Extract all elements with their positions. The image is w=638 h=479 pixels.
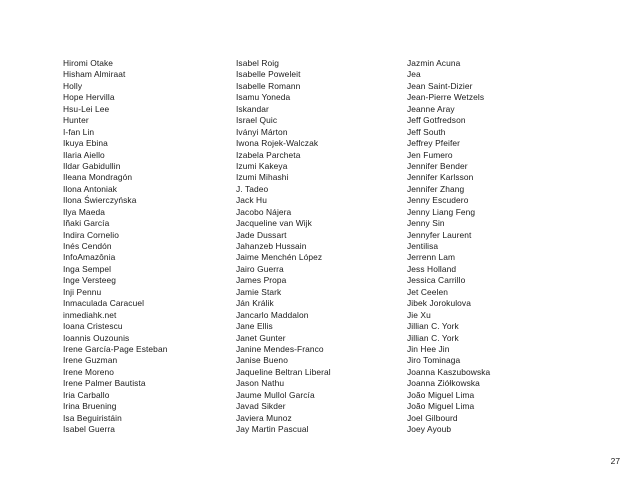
name-list-item: James Propa: [236, 275, 287, 286]
name-list-item: Janet Gunter: [236, 332, 286, 343]
name-list-item: Jentilisa: [407, 241, 439, 251]
name-list-item: Jaime Menchén López: [236, 252, 323, 263]
name-list-item: Isabelle Poweleit: [236, 69, 301, 80]
name-list-item: Jie Xu: [407, 309, 431, 320]
name-list-item: Jazmin Acuna: [407, 58, 461, 68]
name-list-item: Iria Carballo: [63, 389, 110, 400]
name-list-item: Iványi Márton: [236, 126, 288, 137]
name-list-item: Jeff Gotfredson: [407, 115, 466, 126]
name-list-item: Ilya Maeda: [63, 206, 105, 217]
name-list-item: inmediahk.net: [63, 309, 117, 320]
name-list-item: Jamie Stark: [236, 286, 282, 297]
name-list-item: Ileana Mondragón: [63, 172, 133, 183]
name-list-item: Ioana Cristescu: [63, 321, 123, 332]
name-list-item: Jessica Carrillo: [407, 275, 466, 286]
name-list-item: Inés Cendón: [63, 241, 112, 251]
name-list-item: João Miguel Lima: [407, 401, 475, 412]
name-list-item: Izumi Kakeya: [236, 160, 288, 171]
name-list-item: Jenny Liang Feng: [407, 206, 476, 217]
name-list-item: Jason Nathu: [236, 378, 285, 389]
name-list-item: Isabelle Romann: [236, 80, 301, 91]
page-number: 27: [610, 456, 620, 466]
name-list-item: Hope Hervilla: [63, 92, 115, 103]
name-list-item: Jean-Pierre Wetzels: [407, 92, 485, 103]
name-list-item: InfoAmazônia: [63, 252, 116, 263]
name-list-item: Joanna Ziółkowska: [407, 378, 480, 389]
name-list-item: Iwona Rojek-Walczak: [236, 138, 319, 149]
name-list-item: Jenny Sin: [407, 218, 445, 229]
name-list-item: Jeanne Aray: [407, 103, 455, 114]
name-list-item: Izabela Parcheta: [236, 149, 301, 160]
name-list-item: Joanna Kaszubowska: [407, 366, 491, 377]
name-list-item: Jeffrey Pfeifer: [407, 138, 461, 149]
name-list-item: Jess Holland: [407, 263, 457, 274]
name-list-item: Jairo Guerra: [236, 263, 284, 274]
name-list-item: Joey Ayoub: [407, 424, 452, 434]
name-list-item: Iñaki García: [63, 218, 110, 229]
name-list-item: Irene García-Page Esteban: [63, 343, 168, 354]
name-list-item: Inge Versteeg: [63, 275, 116, 286]
name-column-2: [236, 58, 331, 435]
name-list-item: Jennifer Karlsson: [407, 172, 474, 183]
name-list-item: Ildar Gabidullin: [63, 160, 121, 171]
name-list-item: Holly: [63, 80, 83, 91]
name-list-item: João Miguel Lima: [407, 389, 475, 400]
name-list-item: Jancarlo Maddalon: [236, 309, 309, 320]
name-list-item: Jet Ceelen: [407, 286, 449, 297]
name-list-item: Isamu Yoneda: [236, 92, 291, 103]
name-list-item: Jen Fumero: [407, 149, 453, 160]
name-list-item: Jade Dussart: [236, 229, 287, 240]
name-list-item: Jaqueline Beltran Liberal: [236, 366, 331, 377]
name-list-item: Jacobo Nájera: [236, 206, 292, 217]
name-list-item: Israel Quic: [236, 115, 278, 126]
name-list-item: Jeff South: [407, 126, 446, 137]
name-list-item: Ilona Świerczyńska: [63, 195, 137, 206]
name-list-item: Jennifer Zhang: [407, 183, 465, 194]
name-list-item: Hunter: [63, 115, 89, 126]
name-list-item: Jea: [407, 69, 421, 80]
name-list-item: Inga Sempel: [63, 263, 112, 274]
name-list-item: Joel Gilbourd: [407, 412, 458, 423]
name-list-item: Isabel Roig: [236, 58, 279, 68]
name-list-item: Ilona Antoniak: [63, 183, 118, 194]
name-list-item: Inji Pennu: [63, 286, 102, 297]
name-list-item: Isa Beguiristáin: [63, 412, 122, 423]
name-list-item: Jin Hee Jin: [407, 343, 450, 354]
name-list-item: Irina Bruening: [63, 401, 117, 412]
name-list-item: Jibek Jorokulova: [407, 298, 471, 309]
name-list-item: Jean Saint-Dizier: [407, 80, 473, 91]
name-list-item: Ioannis Ouzounis: [63, 332, 130, 343]
name-list-item: Iskandar: [236, 103, 269, 114]
name-list-item: Jaume Mullol García: [236, 389, 315, 400]
name-column-3: [407, 58, 490, 435]
name-list-item: Jiro Tominaga: [407, 355, 461, 366]
name-list-item: Jenny Escudero: [407, 195, 469, 206]
name-list-item: Jane Ellis: [236, 321, 273, 332]
name-list-item: Jack Hu: [236, 195, 267, 206]
name-list-item: Irene Palmer Bautista: [63, 378, 146, 389]
name-list-item: Ján Králik: [236, 298, 274, 309]
name-list-item: Jennyfer Laurent: [407, 229, 472, 240]
name-list-item: Inmaculada Caracuel: [63, 298, 145, 309]
name-list-item: Javiera Munoz: [236, 412, 292, 423]
name-list-item: I-fan Lin: [63, 126, 95, 137]
name-list-item: Jillian C. York: [407, 321, 459, 332]
name-list-item: Jillian C. York: [407, 332, 459, 343]
name-list-item: Jay Martin Pascual: [236, 424, 309, 434]
name-list-item: Jahanzeb Hussain: [236, 241, 307, 251]
name-list-item: Javad Sikder: [236, 401, 286, 412]
name-list-item: Jerrenn Lam: [407, 252, 456, 263]
name-list-item: Janise Bueno: [236, 355, 288, 366]
name-list-item: Jacqueline van Wijk: [236, 218, 312, 229]
name-list-item: Isabel Guerra: [63, 424, 116, 434]
name-list-item: Janine Mendes-Franco: [236, 343, 324, 354]
name-list-item: Jennifer Bender: [407, 160, 468, 171]
name-list-item: Irene Guzman: [63, 355, 118, 366]
name-list-item: Hisham Almiraat: [63, 69, 126, 80]
name-list-item: Ikuya Ebina: [63, 138, 108, 149]
name-list-item: Hiromi Otake: [63, 58, 114, 68]
name-list-item: Ilaria Aiello: [63, 149, 105, 160]
name-column-1: [63, 58, 167, 435]
name-list-item: Irene Moreno: [63, 366, 115, 377]
name-list-item: J. Tadeo: [236, 183, 269, 194]
name-list-item: Izumi Mihashi: [236, 172, 289, 183]
name-list-item: Indira Cornelio: [63, 229, 119, 240]
name-list-item: Hsu-Lei Lee: [63, 103, 110, 114]
